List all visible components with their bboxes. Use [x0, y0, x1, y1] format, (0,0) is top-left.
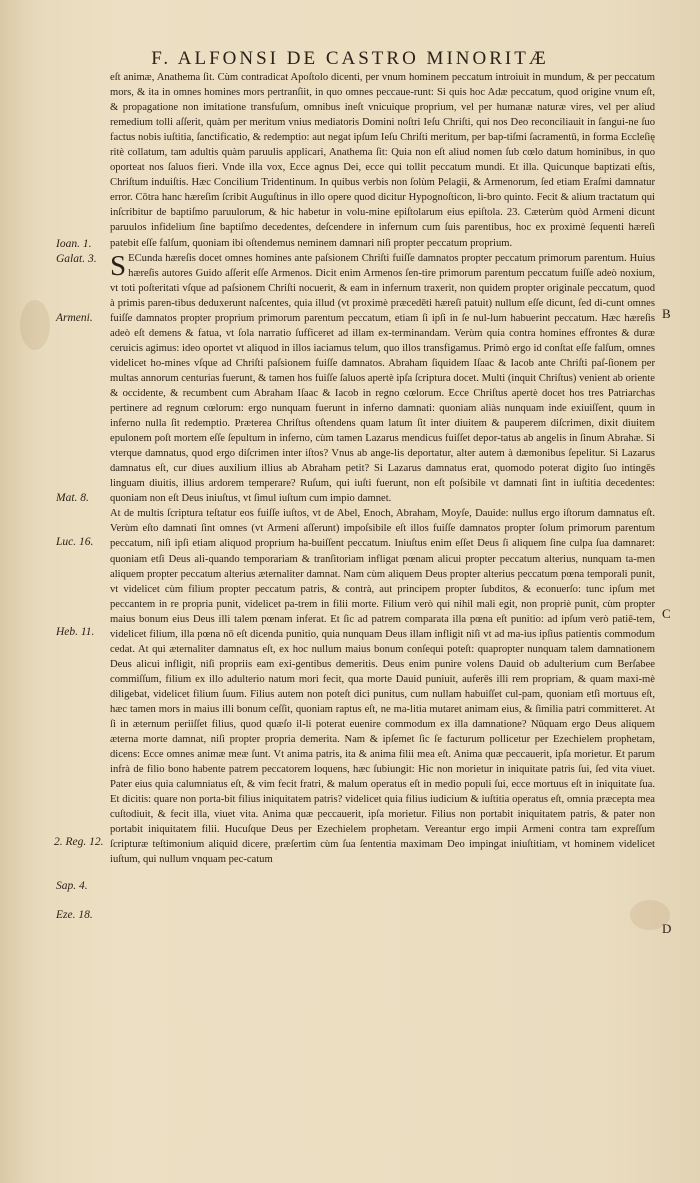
margin-note-sap: Sap. 4.	[56, 880, 88, 892]
margin-note-ioan: Ioan. 1.	[56, 238, 92, 250]
section-letter-b: B	[662, 306, 671, 321]
margin-note-galat: Galat. 3.	[56, 253, 97, 265]
main-text-block	[110, 70, 655, 867]
section-letter-c: C	[662, 606, 671, 621]
section-letter-d: D	[662, 921, 672, 936]
paragraph-1: eſt animæ, Anathema ſit. Cùm contradicat Apoſtolo dicenti, per vnum hominem peccatum introiuit in mundum, & per peccatum mors, & ita in omnes homines mors pertranſiit, in quo omnes peccaue-runt: Si quis hoc Adæ peccatum, quod origine vnum eſt, & propagatione non imitatione transfuſum, omnibus ineſt vnicuique proprium, vel per humanæ naturæ vires, vel per aliud remedium tolli aſſerit, quàm per meritum vnius mediatoris Domini noſtri Ieſu Chriſti, qui nos Deo reconciliauit in ſangui-ne ſuo factus nobis iuſtitia, ſanctificatio, & redemptio: aut negat ipſum Ieſu Chriſti meritum, per bap-tiſmi ſacramentū, in forma Eccleſię ritè collatum, tam adultis quàm paruulis applicari, Anathema ſit: Quia non eſt aliud nomen ſub cœlo datum hominibus, in quo oporteat nos ſaluos fieri. Vnde illa vox, Ecce agnus Dei, ecce qui tollit peccatum mundi. Et illa. Quicunque baptizati eſtis, Chriſtum induiſtis. Hæc Concilium Tridentinum. In quibus verbis non ſolùm Pelagii, & Armenorum, ſed etiam Eraſmi damnatur error. Cōtra hanc hæreſim ſcribit Auguſtinus in illo opere quod dicitur Hypognoſticon, li-bro quinto. Fecit & alium tractatum qui inſcribitur de baptiſmo paruulorum, & hic habetur in volu-mine epiſtolarum eius epiſtola. 23. Cæterùm quòd Armeni dicunt paruulos infidelium ſine baptiſmo decedentes, deſcendere in infernum cum ſuis parentibus, hoc ex proximè ſequenti hæreſi patebit eſſe falſum, quoniam ibi oſtendemus neminem damnari niſi propter peccatum proprium.	[110, 72, 655, 249]
paper-stain	[20, 300, 50, 350]
margin-note-mat: Mat. 8.	[56, 492, 89, 504]
margin-note-heb: Heb. 11.	[56, 626, 95, 638]
margin-note-armeni: Armeni.	[56, 312, 93, 324]
margin-note-reg: 2. Reg. 12.	[54, 836, 104, 848]
paragraph-3: At de multis ſcriptura teſtatur eos fuiſſe iuſtos, vt de Abel, Enoch, Abraham, Moyſe, Dauide: nullus ergo iſtorum damnatus eſt. Verùm eſto damnati ſint omnes (vt Armeni aſſerunt) impoſsibile eſt illos fuiſſe damnatos propter ſolum primorum parentum peccatum, niſi ipſi etiam aliquod proprium ha-buiſſent peccatum. Iniuſtus enim eſſet Deus ſi aliquem ſine culpa ſua damnaret: quoniam etſi Deus ali-quando temporariam & tranſitoriam infligat pœnam alicui propter peccatum alterius, nunquam ta-men aliquem propter peccatum alterius æternaliter damnat. Nam cùm aliquem Deus propter alterius peccatum pœna temporali punit, vt videlicet cùm filium propter peccatum patris, & contrà, aut principem propter ſubditos, & econuerſo: tunc ipſum met peccantem in re propria punit, videlicet pa-trem in filii morte. Filium verò qui nihil mali egit, non propriè punit, cùm propter maius bonum eius Deus illi talem pœnam inferat. Et ſic ad patrem comparata illa pœna eſt punitio: ad ipſum verò patiē-tem, videlicet filium, illa pœna nō eſt dicenda punitio, quia nunquam Deus illam infligit niſi vt ad ma-ius ipſius patientis commodum cedat. At qui æternaliter damnatus eſt, ex hoc nullum maius bonum conſequi poteſt: quapropter nunquam talem damnationem Deus alicui infligit, niſi propriis eam exi-gentibus demeritis. Deus enim punire volens Dauid ob adulterium cum Berſabee commiſſum, filium ex illo adulterio natum mori fecit, qua morte Dauid puniuit, auferēs illi rem propriam, & quam maxi-mè diligebat, videlicet filium ſuum. Filius autem non poteſt dici punitus, cum nullam habuiſſet cul-pam, quoniam etſi mortuus eſt, hæc tamen mors in maius illi bonum ceſſit, quoniam raptus eſt, ne ma-litia mutaret animam eius, & ſimilia patri committeret. At ſi in æternum periiſſet filius, quod quæſo il-li poterat euenire commodum ex illa damnatione? Nūquam ergo Deus aliquem æterna morte damnat, niſi propter propria demerita. Nam & ipſemet ſic ſe facturum pollicetur per Ezechielem prophetam, dicens: Ecce omnes animæ meæ ſunt. Vt anima patris, ita & anima filii mea eſt. Anima quæ peccauerit, ipſa morietur. Et parum infrà de filio bono habente patrem peccatorem loquens, hæc ſubiungit: Hic non morietur in iniquitate patris ſui, ſed vita viuet. Pater eius quia calumniatus eſt, & vim fecit fratri, & malum operatus eſt in medio populi ſui, ecce mortuus eſt in iniquitate ſua. Et dicitis: quare non porta-bit filius iniquitatem patris? videlicet quia filius iudicium & iuſtitia operatus eſt, omnia præcepta mea cuſtodiuit, & fecit illa, viuet vita. Anima quæ peccauerit, ipſa morietur. Filius non portabit iniquitatem patris, & pater non portabit iniquitatem filii. Hucuſque Deus per Ezechielem prophetam. Vereantur ergo impii Armeni contra tam expreſſum ſcripturæ teſtimonium aliquid dicere, præſertim cùm ſua ſententia maximam Deo impingat iniuſtitiam, vt hominem videlicet iuſtum, qui nullum vnquam pec-catum	[110, 508, 655, 866]
margin-note-luc: Luc. 16.	[56, 536, 94, 548]
paragraph-2-text: ECunda hæreſis docet omnes homines ante paſsionem Chriſti fuiſſe damnatos propter peccatum primorum parentum. Huius hæreſis autores Guido aſſerit eſſe Armenos. Dicit enim Armenos ſen-tire primorum parentum peccatum fuiſſe adeò noxium, vt toti poſteritati vſque ad paſsionem Chriſti nocuerit, & eam in infernum traxerit, non quidem propter originale peccatum, quod à primis paren-tibus deduxerunt naſcentes, quia illud (vt proximè præcedēti hæreſi patuit) nullum eſſe dicunt, ſed di-cunt omnes fuiſſe damnatos propter proprium primorum parentum peccatum, etiam ſi ipſi in ſe nul-lum habuerint peccatum. Hæc hæreſis adeò eſt demens & fatua, vt ſola narratio ſufficeret ad illam ex-terminandam. Verùm quia contra homines effrontes & duræ ceruicis agimus: ideo oportet vt aliquod in illos iaciamus telum, quo illos transfigamus. Primò ergo id conſtat eſſe falſum, omnes videlicet ho-mines vſque ad Chriſti paſsionem fuiſſe damnatos. Abraham ſiquidem Iſaac & Iacob ante Chriſti paſ-ſionem per multas annorum centurias fuerunt, & tamen hos fuiſſe ſaluos apertè ipſa ſcriptura docet. Multi (inquit Chriſtus) venient ab oriente & occidente, & recumbent cum Abraham Iſaac & Iacob in regno cœlorum. Ecce Chriſtus apertè docet hos tres Patriarchas pertinere ad regnum cœlorum: ergo nunquam fuerunt in inferno damnati: quoniam aliàs nunquam inde exiuiſſent, quum in inferno nulla ſit redemptio. Præterea Chriſtus oſtendens quam latum ſit inter diuitem & pauperem diſcrimen, dixit diuitem epulonem poſt mortem eſſe ſepultum in inferno, cùm tamen Lazarus mendicus fuiſſet depor-tatus ab angelis in ſinum Abrahæ. Si vterque damnatus, quod ergo diſcrimen inter iſtos? Vnus ab ange-lis deportatur, alter autem à dæmonibus ſepelitur. Si Lazarus damnatus eſt, cur diues auxilium illius ab Abraham petit? Si Lazarus damnatus erat, quomodo poterat digito ſuo intingēs linguam diuitis, illius ardorem temperare? Ruſum, qui iuſti fuerunt, non eſt poſsibile vt damnati ſint in iuſtitia decedentes: quoniam non eſt Deus iniuſtus, vt ſimul iuſtum cum impio damnet.	[110, 252, 655, 505]
margin-note-eze: Eze. 18.	[56, 909, 93, 921]
paragraph-2	[110, 251, 655, 507]
running-head: F. ALFONSI DE CASTRO MINORITÆ	[151, 48, 549, 69]
drop-cap: S	[110, 249, 127, 282]
